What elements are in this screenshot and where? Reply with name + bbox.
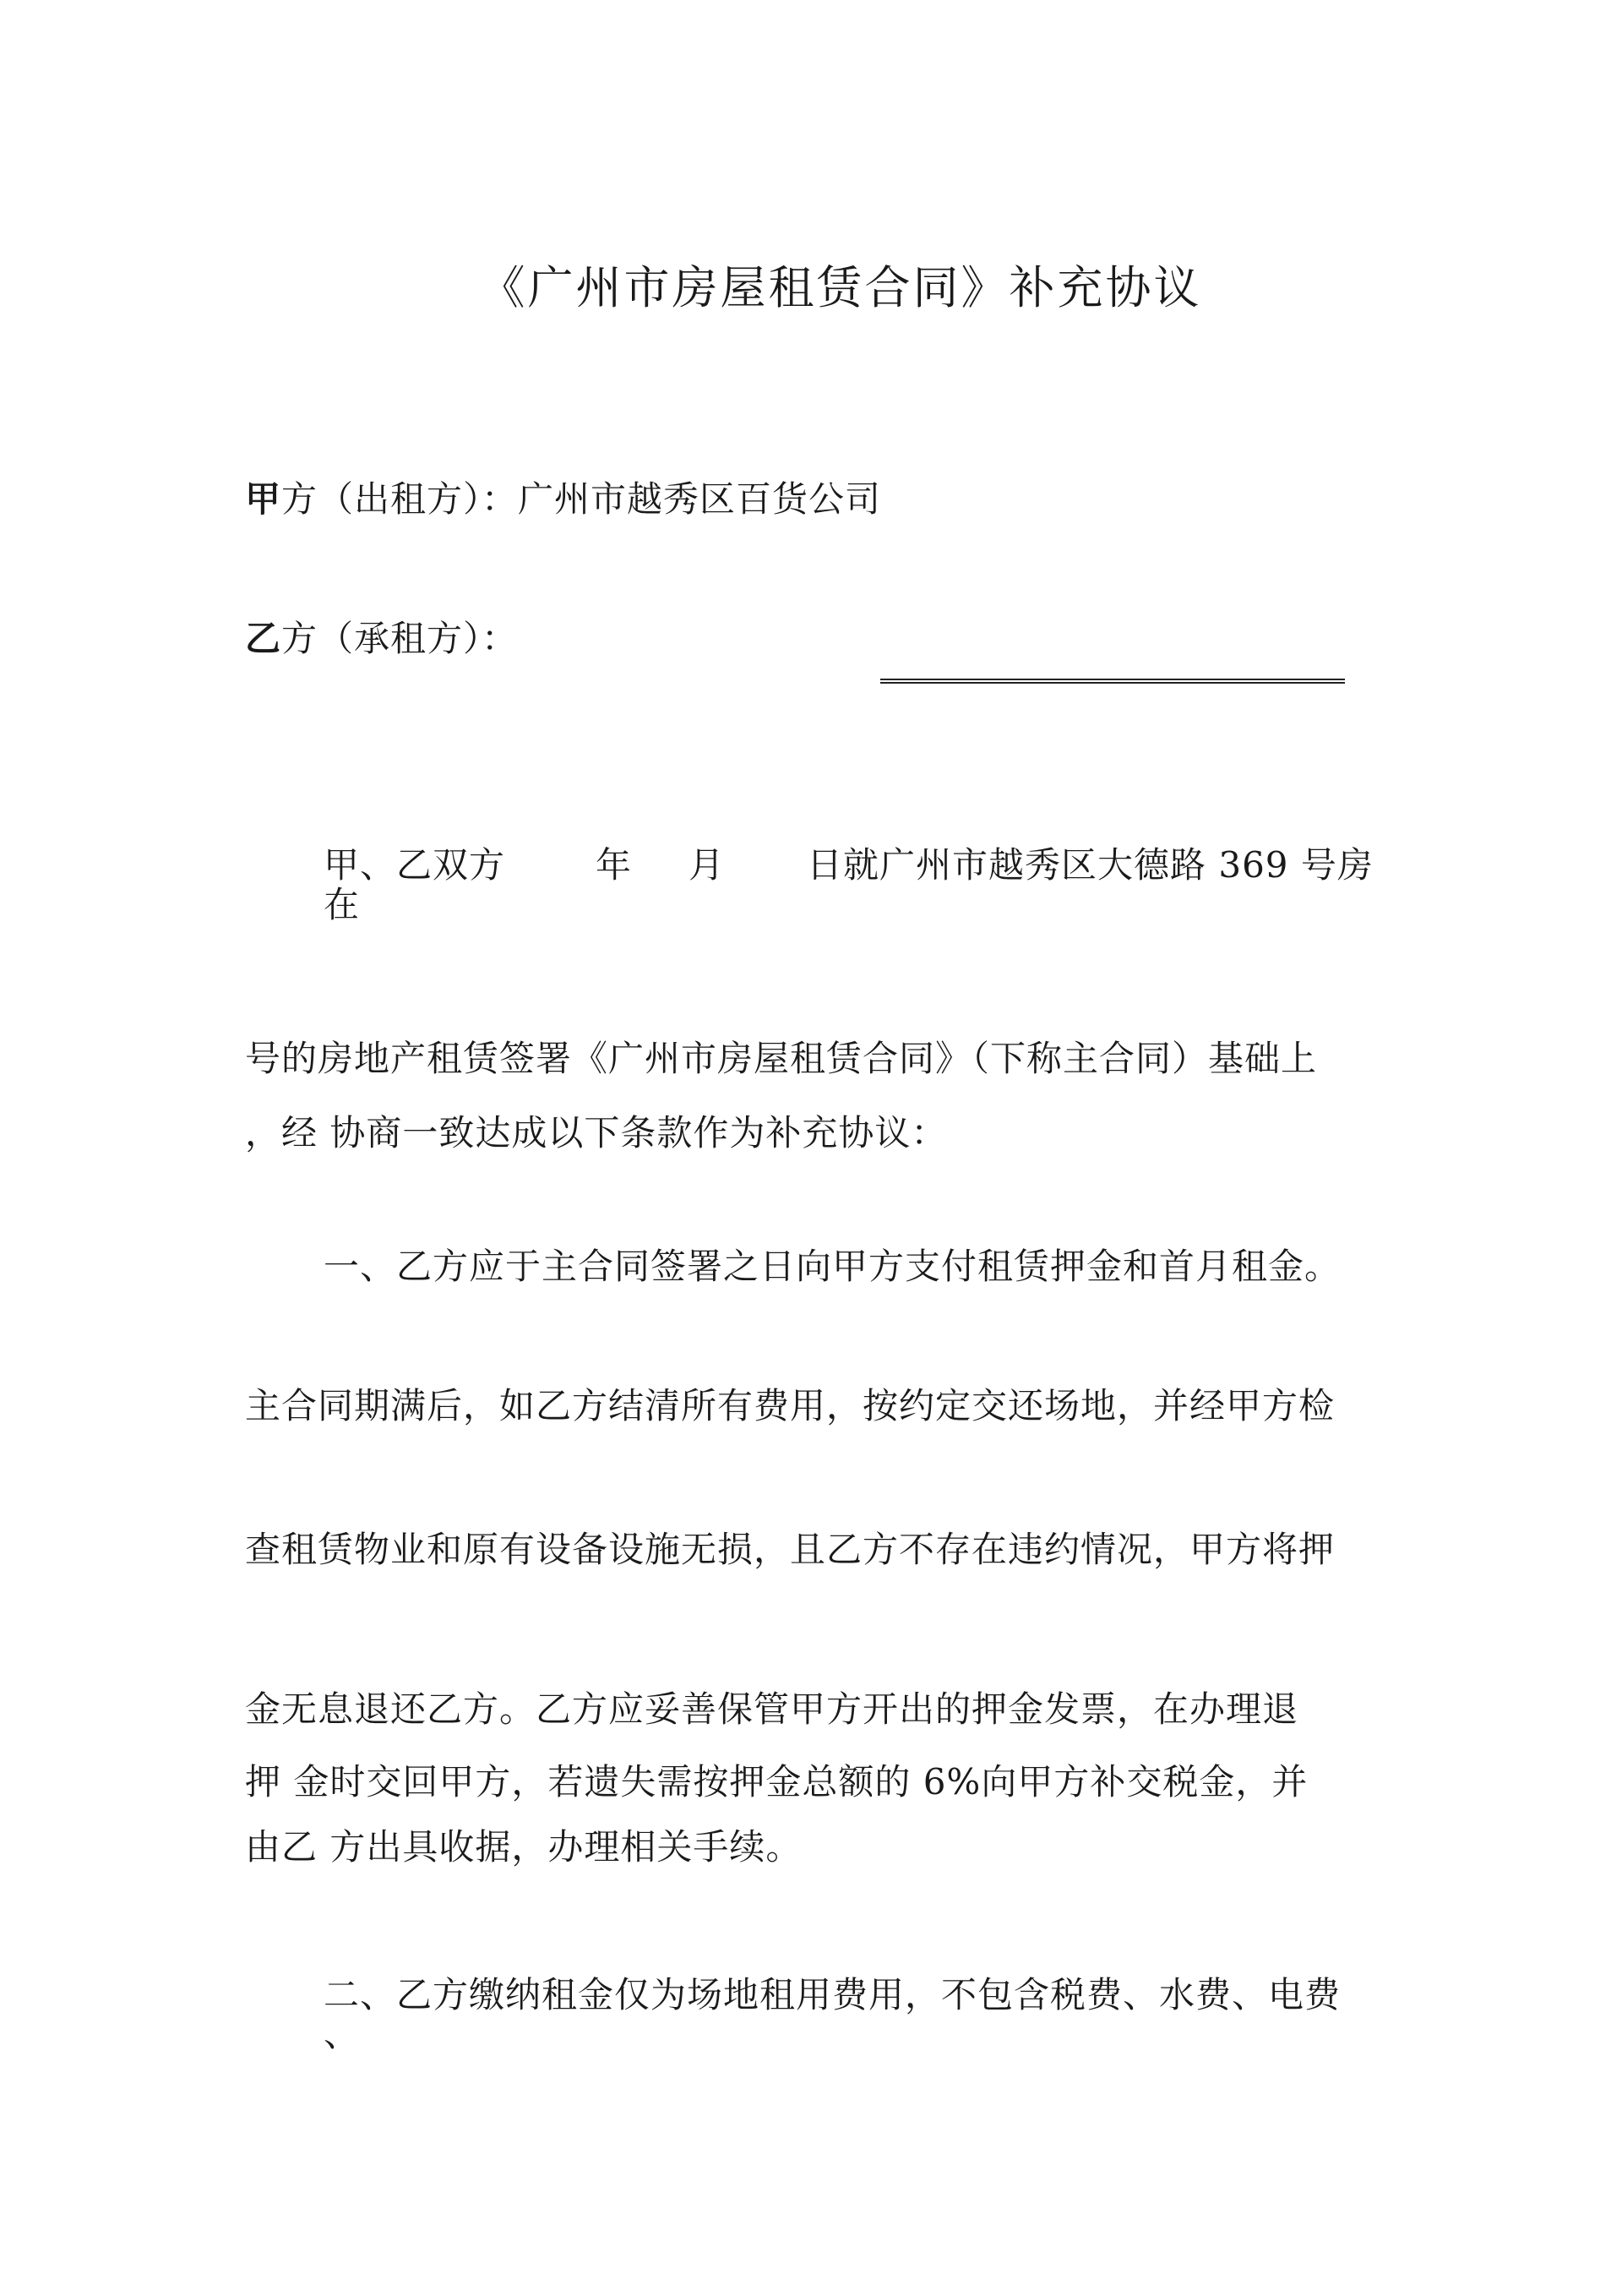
party-b-line — [245, 618, 519, 659]
party-a-text: 方（出租方）：广州市越秀区百货公司 — [281, 478, 882, 520]
document-title: 《广州市房屋租赁合同》补充协议 — [479, 261, 1202, 314]
intro-line-2: 号的房地产租赁签署《广州市房屋租赁合同》（下称主合同）基础上 — [245, 1038, 1318, 1079]
party-b-text: 方（承租方）： — [281, 618, 519, 659]
party-a-label: 甲 — [245, 478, 282, 520]
intro-day-address: 日就广州市越秀区大德路 369 号房 — [807, 844, 1374, 886]
clause-1-line-2: 主合同期满后，如乙方结清所有费用，按约定交还场地，并经甲方检 — [245, 1385, 1336, 1426]
clause-2-wrap: 、 — [324, 2013, 361, 2054]
party-b-label: 乙 — [245, 618, 282, 659]
clause-1-line-5: 押 金时交回甲方，若遗失需按押金总额的 6%向甲方补交税金，并 — [245, 1761, 1309, 1802]
intro-line-3: ，经 协商一致达成以下条款作为补充协议： — [245, 1112, 948, 1153]
clause-1-line-3: 查租赁物业和原有设备设施无损，且乙方不存在违约情况，甲方将押 — [245, 1529, 1336, 1570]
intro-year: 年 — [596, 844, 633, 886]
clause-2-line-1: 二、乙方缴纳租金仅为场地租用费用，不包含税费、水费、电费 — [324, 1974, 1342, 2015]
clause-1-line-4: 金无息退还乙方。乙方应妥善保管甲方开出的押金发票，在办理退 — [245, 1688, 1299, 1730]
intro-parties: 甲、乙双方 — [324, 844, 506, 886]
party-b-signature-line — [880, 679, 1345, 684]
intro-month: 月 — [689, 844, 726, 886]
party-a-line — [245, 478, 882, 520]
clause-1-line-6: 由乙 方出具收据，办理相关手续。 — [245, 1826, 803, 1868]
intro-wrap: 在 — [324, 884, 361, 925]
clause-1-line-1: 一、乙方应于主合同签署之日向甲方支付租赁押金和首月租金。 — [324, 1246, 1342, 1287]
